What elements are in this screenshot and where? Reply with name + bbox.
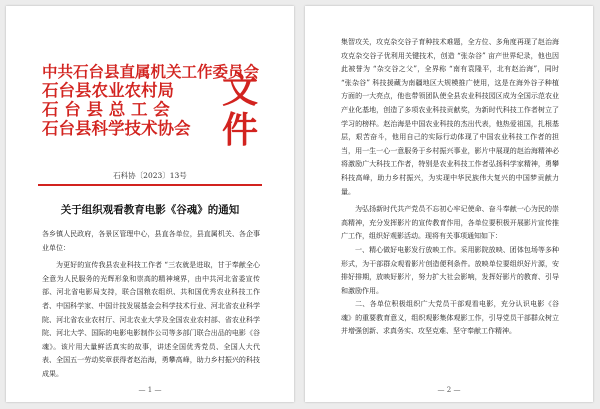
page2-body [341, 36, 559, 339]
salutation: 各乡镇人民政府，各景区管理中心，县直各单位，县直属机关、各企事业单位： [42, 230, 260, 252]
org-line-4: 石台县科学技术协会 [42, 119, 191, 138]
document-title: 关于组织观看教育电影《谷魂》的通知 [60, 204, 240, 216]
page1-body [42, 228, 260, 382]
document-label: 文件 [222, 69, 260, 151]
body-paragraph: 为更好的宣传我县农业科技工作者 “三农就是进取，甘于奉献全心全意为人民服务的光辉形象和崇高的精神境界，由中共河北省委宣传部、河北省电影局支持，联合国粮农组织、共和国优秀农业科技工作者、中国科学家、中国计技发展基金会科学技术行业、河北省农业科学院、河北省农业农村厅、河北农业大学及全国农业农村部、省农业科学院、河北大学、国际的电影电影制作公司等多部门联合出品的电影《谷魂》。该片用大量鲜活真实的故事，讲述全国优秀党员、全国人大代表、全国五一劳动奖章获得者赵治海，勇攀高峰，助力乡村振兴的科技成果。 [42, 261, 260, 378]
org-line-1: 中共石台县直属机关工作委员会 [42, 62, 260, 81]
page-number-1: — 1 — [138, 386, 162, 394]
body-paragraph-notice: 为弘扬新时代共产党员不忘初心牢记使命、奋斗奉献一心为民的崇高精神，充分发挥影片的宣传教育作用，各单位要积极开展影片宣传推广工作，组织好观影活动。现将有关事项通知如下： [341, 205, 559, 241]
org-line-2: 石台县农业农村局 [42, 81, 174, 100]
document-number: 石科协〔2023〕13号 [113, 171, 187, 180]
page-number-2: — 2 — [437, 386, 461, 394]
body-paragraph-continued: 集智攻关，攻克杂交谷子育种技术难题，全方位、多角度再现了赵治海攻克杂交谷子优利用关键技术，创造 “张杂谷” 亩产世界纪录，他也因此被誉为 “杂交谷之父”，全界称 “南有袁隆平，北有赵治海”，同时 “张杂谷” 科技援藏为南疆地区大规模推广使用，这是在海外谷子种植方面的一大亮点，他也带领团队使全县农业科技园区成为全国示范农业产业化基地，创造了多项农业科技贡献奖，为新时代科技工作者树立了学习的榜样。赵治海是中国农业科技的杰出代表，他热爱祖国，扎根基层，艰苦奋斗，他用自己的实际行动体现了中国农业科技工作者的担当，用一生一心一意服务于乡村振兴事业，影片中展现的赵治海精神必将激励广大科技工作者，特别是农业科技工作者弘扬科学家精神，勇攀科技高峰，助力乡村振兴，为实现中华民族伟大复兴的中国梦贡献力量。 [341, 38, 559, 196]
org-line-3: 石 台 县 总 工 会 [42, 100, 170, 119]
document-page-2 [305, 6, 593, 402]
document-page-1 [6, 6, 294, 402]
body-paragraph-item-1: 一、精心做好电影发行放映工作。采用影院放映、团体包场等多种形式，为干部群众观看影片创造便利条件。放映单位要组织好片源，安排好排期，放映好影片，努力扩大社会影响，发挥好影片的教育、引导和激励作用。 [341, 245, 559, 295]
red-divider [38, 184, 262, 186]
body-paragraph-item-2: 二、各单位积极组织广大党员干部观看电影，充分认识电影《谷魂》的重要教育意义，组织观影集体观影工作，引导党员干部群众树立并增强创新、求真务实、攻坚克难、坚守奉献工作精神。 [341, 300, 559, 336]
